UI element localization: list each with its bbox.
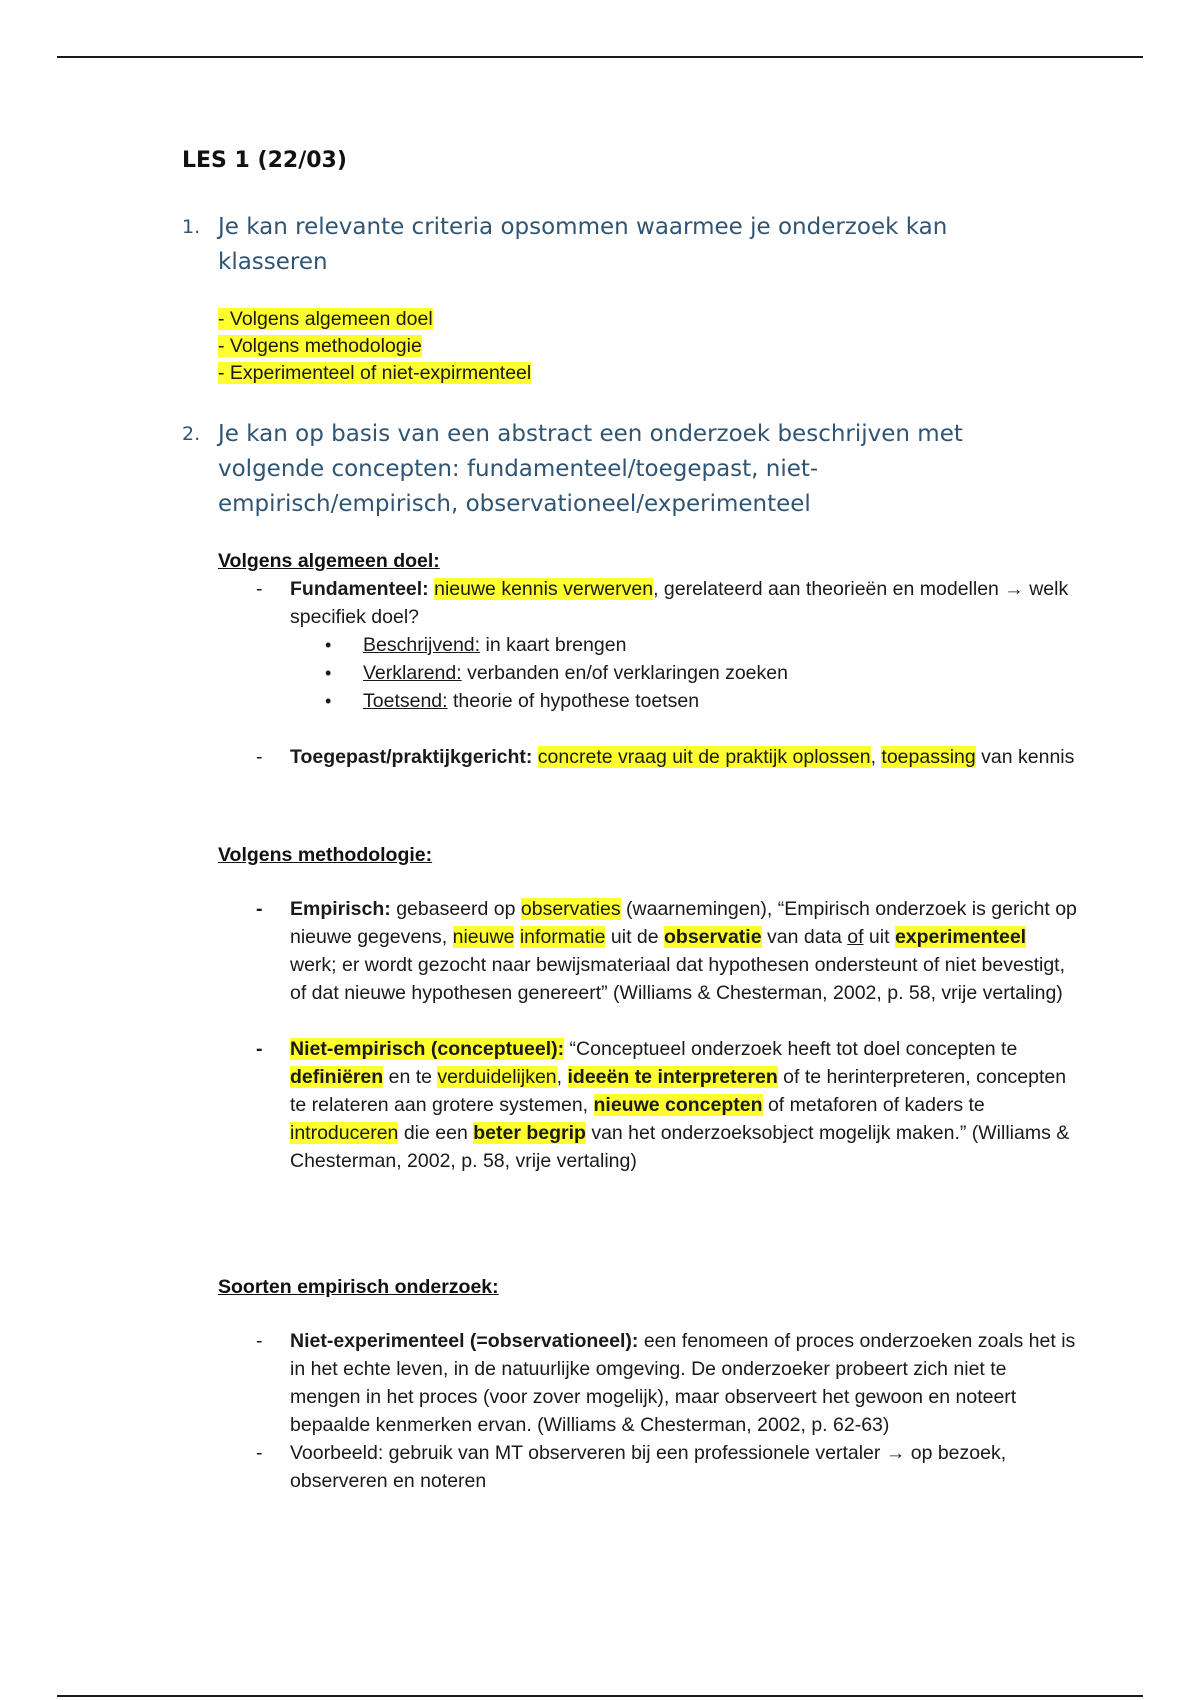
dash-bullet: -: [256, 1038, 263, 1060]
body-text: een fenomeen of proces onderzoeken zoals het is in het echte leven, in de natuurlijke omgeving. De onderzoeker probeert zich niet te mengen in het proces (voor zover mogelijk), maar observeert het gewoon en noteert bepaalde kenmerken ervan. (Williams & Chesterman, 2002, p. 62-63): [290, 1330, 1076, 1436]
highlight: observaties: [520, 898, 621, 920]
sub-text: theorie of hypothese toetsen: [447, 690, 700, 712]
sub-text: in kaart brengen: [480, 634, 627, 656]
term-label: Niet-empirisch (conceptueel):: [290, 1038, 565, 1060]
highlight: definiëren: [290, 1066, 384, 1088]
body-text: van data: [761, 926, 848, 948]
highlight: experimenteel: [894, 926, 1027, 948]
objective-1: [182, 210, 972, 280]
sub-label: Verklarend:: [363, 662, 462, 684]
highlight: concrete vraag uit de praktijk oplossen: [537, 746, 871, 768]
highlight: informatie: [519, 926, 606, 948]
body-text: die een: [398, 1122, 474, 1144]
objective-number: 1.: [182, 216, 201, 238]
body-text: uit: [863, 926, 895, 948]
objective-number: 2.: [182, 423, 201, 445]
highlight: nieuwe concepten: [593, 1094, 763, 1116]
term-label: Toegepast/praktijkgericht:: [290, 746, 533, 768]
bottom-rule: [57, 1695, 1143, 1697]
underlined-word: of: [847, 926, 864, 948]
highlight: observatie: [664, 926, 762, 948]
dash-bullet: -: [256, 746, 263, 768]
criteria-item: - Volgens methodologie: [218, 335, 422, 357]
soorten-block: [218, 1327, 1078, 1495]
criteria-list: [218, 306, 531, 387]
sub-text: verbanden en/of verklaringen zoeken: [461, 662, 788, 684]
highlight: nieuwe: [452, 926, 515, 948]
criteria-item: - Volgens algemeen doel: [218, 308, 433, 330]
punctuation: ,: [870, 746, 876, 768]
term-label: Niet-experimenteel (=observationeel):: [290, 1330, 639, 1352]
body-text: van kennis: [975, 746, 1075, 768]
body-text: (waarnemingen), “Empirisch onderzoek is gericht op nieuwe gegevens,: [290, 898, 1077, 948]
dash-bullet: -: [256, 898, 263, 920]
highlight: introduceren: [290, 1122, 399, 1144]
body-text: uit de: [605, 926, 665, 948]
list-item-niet-empirisch: [218, 1035, 1078, 1175]
sub-item-verklarend: [218, 659, 1078, 687]
heading-methodologie: Volgens methodologie:: [218, 844, 433, 866]
list-item-empirisch: [218, 895, 1078, 1007]
highlight: nieuwe kennis verwerven: [434, 578, 654, 600]
criteria-item: - Experimenteel of niet-expirmenteel: [218, 362, 532, 384]
body-text: “Conceptueel onderzoek heeft tot doel concepten te: [564, 1038, 1018, 1060]
dash-bullet: -: [256, 578, 263, 600]
highlight: beter begrip: [473, 1122, 586, 1144]
list-item-voorbeeld: [218, 1439, 1078, 1495]
methodologie-block: [218, 895, 1078, 1175]
body-text: werk; er wordt gezocht naar bewijsmateriaal dat hypothesen ondersteunt of niet bevestigt, of dat nieuwe hypothesen genereert” (Williams & Chesterman, 2002, p. 58, vrije vertaling): [290, 954, 1066, 1004]
sub-item-toetsend: [218, 687, 1078, 715]
highlight: toepassing: [881, 746, 976, 768]
heading-algemeen-doel: Volgens algemeen doel:: [218, 550, 440, 572]
objective-text: Je kan op basis van een abstract een onderzoek beschrijven met volgende concepten: fundamenteel/toegepast, niet-empirisch/empirisch, observationeel/experimenteel: [218, 421, 963, 517]
body-text: of te herinterpreteren, concepten te relateren aan grotere systemen,: [290, 1066, 1067, 1116]
body-text: van het onderzoeksobject mogelijk maken.” (Williams & Chesterman, 2002, p. 58, vrije vertaling): [290, 1122, 1070, 1172]
objective-text: Je kan relevante criteria opsommen waarmee je onderzoek kan klasseren: [218, 214, 948, 275]
document-title: LES 1 (22/03): [182, 148, 347, 173]
body-text: ,: [556, 1066, 568, 1088]
doel-block: [218, 575, 1078, 771]
highlight: verduidelijken: [437, 1066, 557, 1088]
body-text: , gerelateerd aan theorieën en modellen → welk specifiek doel?: [290, 578, 1069, 628]
dash-bullet: -: [256, 1330, 263, 1352]
list-item-toegepast: [218, 743, 1078, 771]
dot-bullet: •: [325, 691, 332, 711]
sub-label: Beschrijvend:: [363, 634, 481, 656]
body-text: of metaforen of kaders te: [762, 1094, 985, 1116]
highlight: ideeën te interpreteren: [567, 1066, 778, 1088]
list-item-niet-experimenteel: [218, 1327, 1078, 1439]
body-text: gebaseerd op: [390, 898, 521, 920]
term-label: Empirisch:: [290, 898, 391, 920]
body-text: Voorbeeld: gebruik van MT observeren bij een professionele vertaler → op bezoek, observeren en noteren: [290, 1442, 1007, 1492]
heading-soorten: Soorten empirisch onderzoek:: [218, 1276, 499, 1298]
sub-label: Toetsend:: [363, 690, 448, 712]
top-rule: [57, 56, 1143, 58]
dash-bullet: -: [256, 1442, 263, 1464]
dot-bullet: •: [325, 663, 332, 683]
list-item-fundamenteel: [218, 575, 1078, 631]
body-text: en te: [383, 1066, 438, 1088]
term-label: Fundamenteel:: [290, 578, 429, 600]
sub-item-beschrijvend: [218, 631, 1078, 659]
dot-bullet: •: [325, 635, 332, 655]
objective-2: [182, 417, 972, 522]
